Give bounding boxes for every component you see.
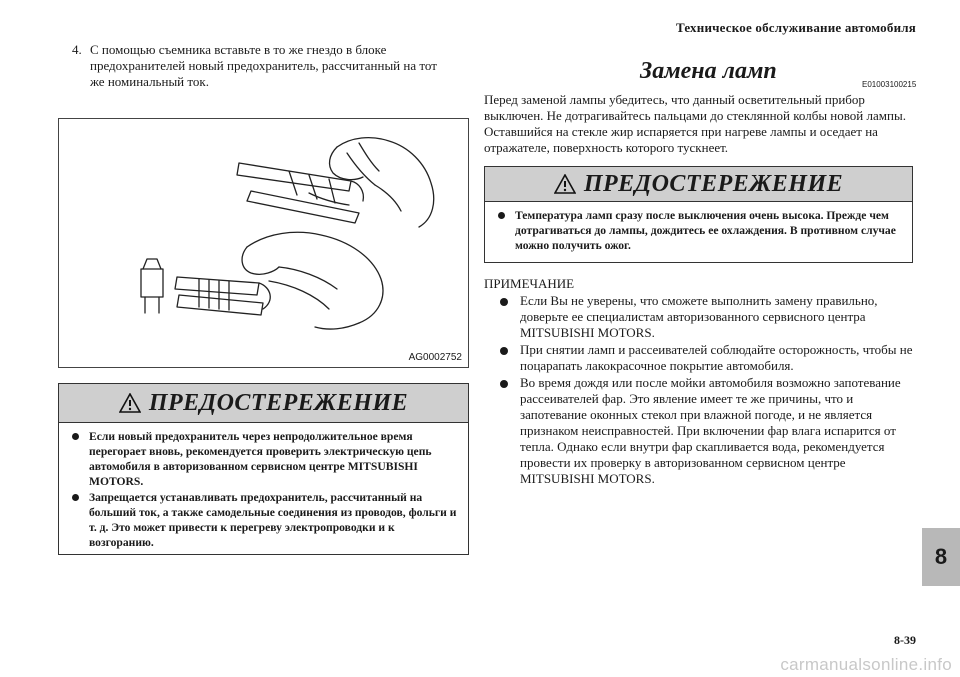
section-title: Замена ламп bbox=[640, 58, 777, 84]
watermark: carmanualsonline.info bbox=[780, 655, 952, 674]
warning-item: Запрещается устанавливать предохранитель, рассчитанный на больший ток, а также самодельные соединения из проводов, фольги и т. д. Это может привести к перегреву электропроводки и к возгоранию. bbox=[69, 490, 458, 550]
warning-header bbox=[59, 384, 468, 423]
hands-fuse-puller-drawing bbox=[59, 119, 468, 367]
note-item: При снятии ламп и рассеивателей соблюдайте осторожность, чтобы не поцарапать лакокрасочное покрытие автомобиля. bbox=[484, 342, 914, 374]
warning-triangle-icon bbox=[119, 393, 141, 413]
note-item: Во время дождя или после мойки автомобиля возможно запотевание рассеивателей фар. Это явление имеет те же причины, что и запотевание оконных стекол при влажной погоде, и не является признаком неисправностей. При включении фар влага испарится от тепла. Однако если внутри фар скапливается вода, рекомендуется провести их проверку в авторизованном сервисном центре MITSUBISHI MOTORS. bbox=[484, 375, 914, 487]
running-header: Техническое обслуживание автомобиля bbox=[675, 20, 916, 35]
section-intro: Перед заменой лампы убедитесь, что данный осветительный прибор выключен. Не дотрагивайтесь пальцами до стеклянной колбы новой лампы. Оставшийся на стекле жир испаряется при нагреве лампы и оседает на отражателе, поверхность которого тускнеет. bbox=[484, 92, 906, 155]
page-number: 8-39 bbox=[894, 633, 916, 647]
warning-title: ПРЕДОСТЕРЕЖЕНИЕ bbox=[148, 389, 409, 416]
note-item: Если Вы не уверены, что сможете выполнить замену правильно, доверьте ее специалистам авторизованного сервисного центра MITSUBISHI MOTORS. bbox=[484, 293, 914, 341]
step-text: С помощью съемника вставьте в то же гнездо в блоке предохранителей новый предохранитель, рассчитанный на тот же номинальный ток. bbox=[90, 42, 437, 89]
warning-triangle-icon bbox=[554, 174, 576, 194]
step-number: 4. bbox=[72, 42, 82, 57]
warning-header bbox=[485, 167, 912, 202]
figure-code: AG0002752 bbox=[408, 352, 462, 363]
warning-item: Температура ламп сразу после выключения очень высока. Прежде чем дотрагиваться до лампы, дождитесь ее охлаждения. В противном случае можно получить ожог. bbox=[495, 208, 902, 253]
chapter-tab: 8 bbox=[922, 528, 960, 586]
step-4 bbox=[72, 42, 452, 90]
fuse-puller-illustration bbox=[58, 118, 469, 368]
section-code: E01003100215 bbox=[862, 80, 917, 89]
warning-body bbox=[59, 423, 468, 559]
warning-box-fuses bbox=[58, 383, 469, 555]
warning-title: ПРЕДОСТЕРЕЖЕНИЕ bbox=[583, 170, 844, 197]
warning-body bbox=[485, 202, 912, 262]
warning-item: Если новый предохранитель через непродолжительное время перегорает вновь, рекомендуется проверить электрическую цепь автомобиля в авторизованном сервисном центре MITSUBISHI MOTORS. bbox=[69, 429, 458, 489]
note-title: ПРИМЕЧАНИЕ bbox=[484, 276, 575, 291]
note-block bbox=[484, 276, 914, 488]
warning-box-lamps bbox=[484, 166, 913, 263]
